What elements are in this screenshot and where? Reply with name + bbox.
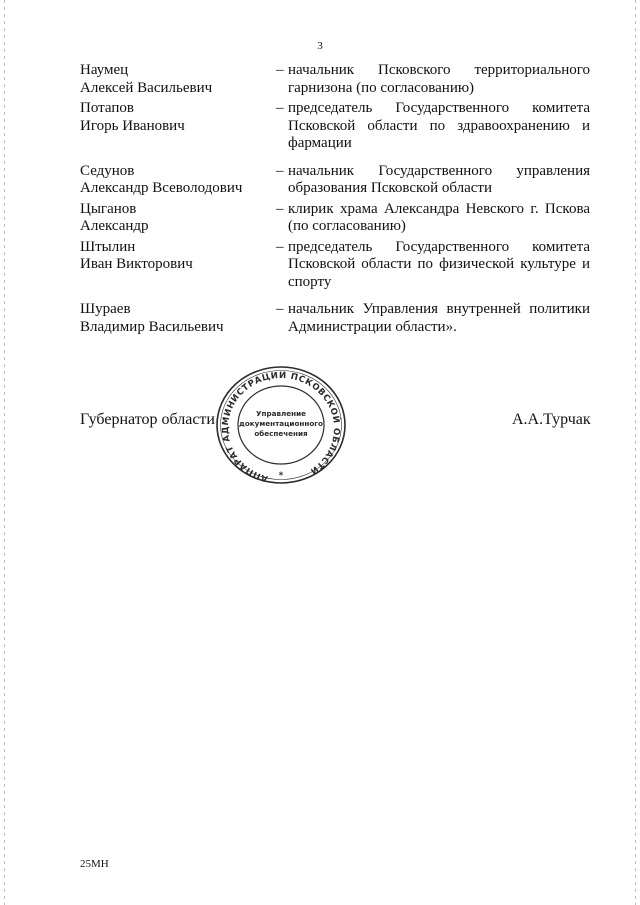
member-given-name: Иван Викторович [80,256,193,272]
member-entry [80,301,590,336]
member-name [80,62,276,97]
seal-inner-line-3: обеспечения [254,429,308,438]
member-dash: – [276,238,284,255]
member-dash: – [276,162,284,179]
member-given-name: Александр [80,218,149,234]
member-name [80,239,276,292]
member-list [80,62,590,339]
member-name [80,100,276,153]
member-given-name: Алексей Васильевич [80,79,213,96]
governor-title: Губернатор области [80,411,215,428]
member-name [80,201,276,236]
seal-inner-line-1: Управление [255,409,307,418]
member-entry [80,100,590,153]
member-entry [80,239,590,292]
member-role: начальник Псковского территориального гарнизона (по согласованию) [288,62,590,96]
member-dash: – [276,301,284,317]
scan-edge-right [635,0,636,905]
seal-inner-line-2: документационного [239,419,323,428]
member-given-name: Владимир Васильевич [80,318,224,335]
member-dash: – [276,62,284,78]
member-dash: – [276,200,284,217]
member-surname: Штылин [80,238,136,255]
official-seal [213,365,349,485]
member-entry [80,163,590,198]
member-surname: Шураев [80,301,131,317]
member-role: начальник Государственного управления образования Псковской области [288,162,590,196]
member-surname: Седунов [80,162,135,179]
member-role: председатель Государственного комитета Псковской области по здравоохранению и фармации [288,100,590,151]
governor-name: А.А.Турчак [512,411,591,428]
member-role: начальник Управления внутренней политики Администрации области». [288,301,590,335]
member-role: председатель Государственного комитета Псковской области по физической культуре и спорту [288,238,590,290]
member-entry [80,201,590,236]
member-surname: Потапов [80,100,134,116]
member-role: клирик храма Александра Невского г. Пскова (по согласованию) [288,200,590,234]
member-dash: – [276,100,284,116]
member-surname: Наумец [80,62,129,78]
member-entry [80,62,590,97]
seal-outer-text: АППАРАТ АДМИНИСТРАЦИИ ПСКОВСКОЙ ОБЛАСТИ [220,370,342,484]
member-given-name: Александр Всеволодович [80,180,243,196]
member-name [80,163,276,198]
document-code: 25МН [80,858,109,870]
page-number: 3 [317,40,323,52]
member-name [80,301,276,336]
scan-edge-left [4,0,5,905]
member-surname: Цыганов [80,200,137,217]
member-given-name: Игорь Иванович [80,117,185,134]
seal-star: * [278,471,284,481]
